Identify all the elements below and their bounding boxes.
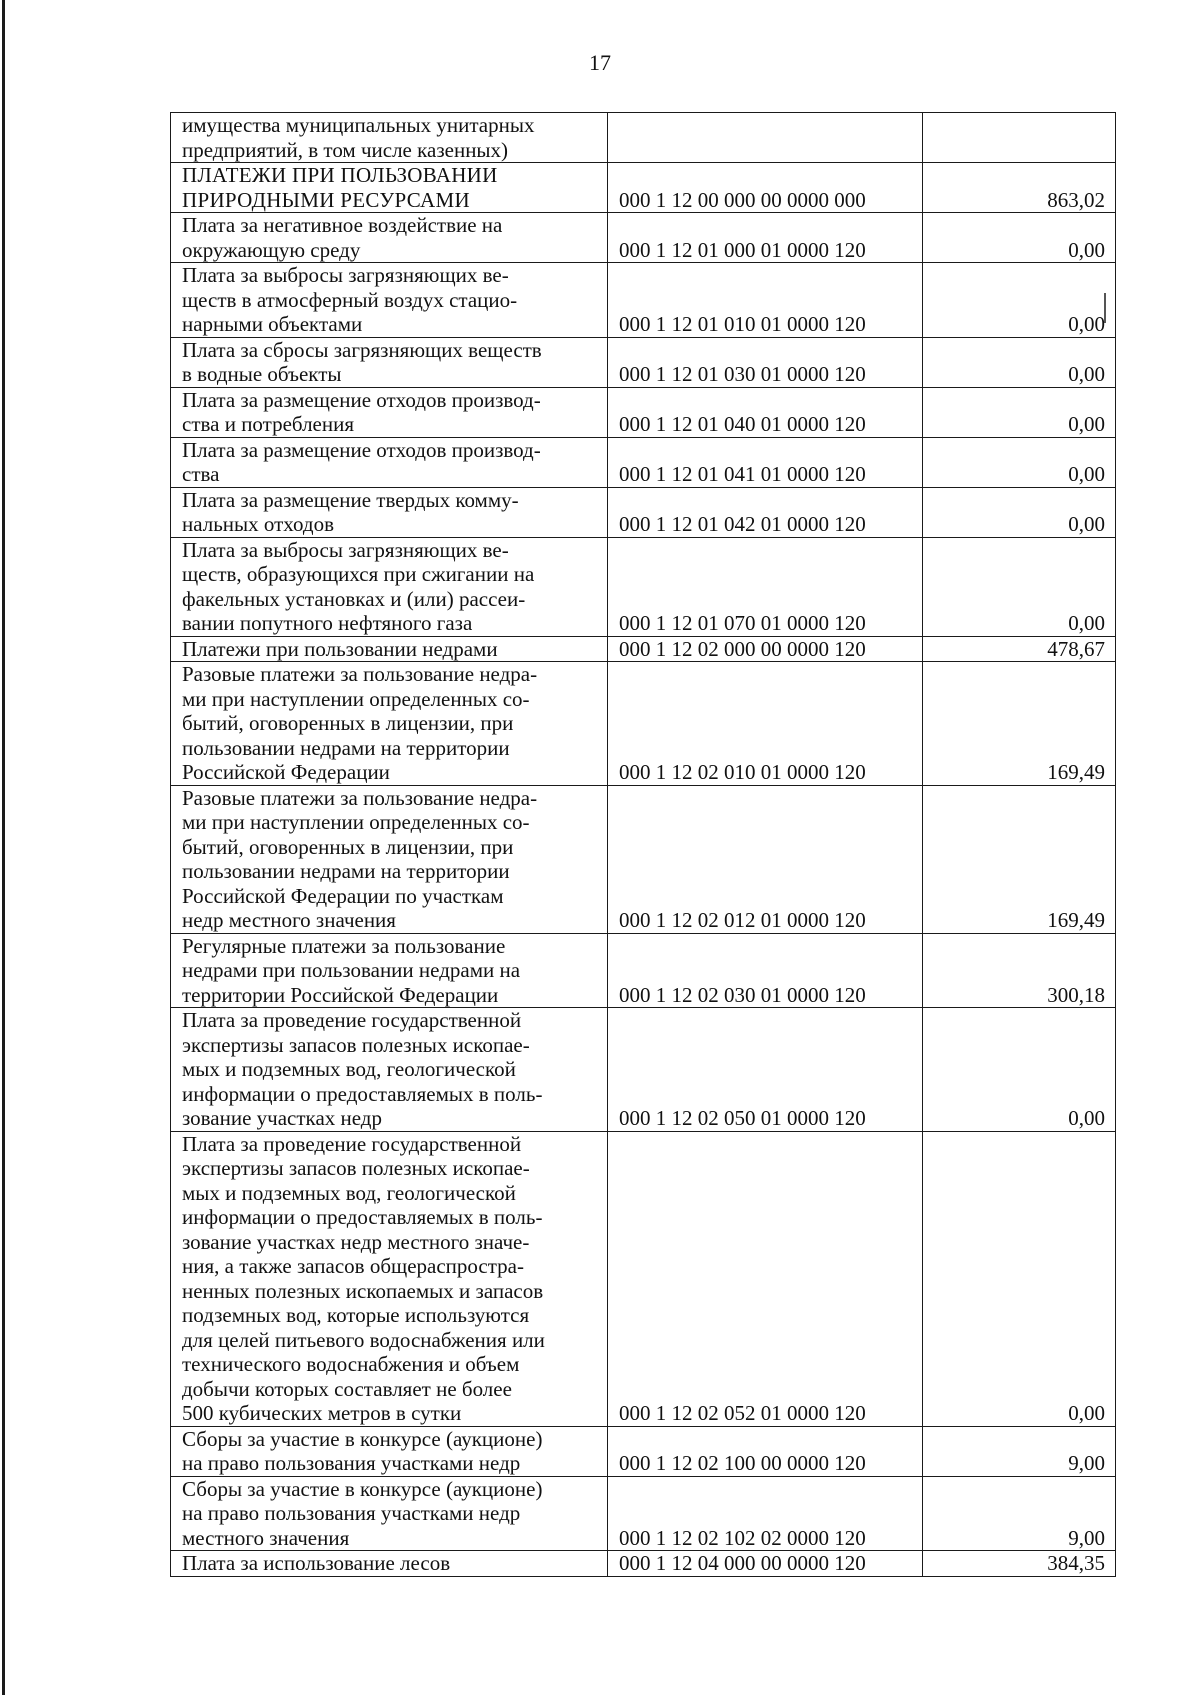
income-name-line: Разовые платежи за пользование недра- [182, 662, 538, 686]
amount-cell: 0,00 [923, 1131, 1116, 1426]
budget-code-cell: 000 1 12 04 000 00 0000 120 [608, 1551, 923, 1577]
page-number: 17 [589, 50, 611, 75]
income-name-line: в водные объекты [182, 362, 342, 386]
table-row [171, 113, 1116, 163]
amount-cell: 9,00 [923, 1426, 1116, 1476]
income-name-line: Регулярные платежи за пользование [182, 933, 506, 958]
income-name-line: добычи которых составляет не более [182, 1376, 512, 1401]
income-name-line: окружающую среду [182, 237, 361, 262]
income-name-line: Плата за негативное воздействие на [182, 213, 503, 237]
income-name-line: информации о предоставляемых в поль- [182, 1081, 543, 1106]
amount-cell: 0,00 [923, 263, 1116, 338]
income-name-cell [171, 1551, 608, 1577]
income-name-line: Плата за проведение государственной [182, 1131, 522, 1156]
table-row [171, 1426, 1116, 1476]
revenue-table [170, 112, 1116, 1577]
amount-cell: 169,49 [923, 785, 1116, 933]
income-name-line: пользовании недрами на территории [182, 735, 510, 760]
income-name-cell [171, 387, 608, 437]
table-row [171, 1476, 1116, 1551]
table-row [171, 537, 1116, 636]
income-name-line: ми при наступлении определенных со- [182, 810, 530, 834]
income-name-line: ми при наступлении определенных со- [182, 686, 530, 711]
amount-cell: 0,00 [923, 537, 1116, 636]
budget-code-cell: 000 1 12 02 010 01 0000 120 [608, 662, 923, 786]
amount-cell: 863,02 [923, 163, 1116, 213]
table-row [171, 1131, 1116, 1426]
income-name-line: нарными объектами [182, 312, 363, 336]
income-name-line: бытий, оговоренных в лицензии, при [182, 711, 514, 735]
income-name-line: подземных вод, которые используются [182, 1303, 530, 1327]
income-name-line: Плата за размещение твердых комму- [182, 487, 519, 512]
income-name-cell [171, 213, 608, 263]
amount-cell: 300,18 [923, 933, 1116, 1008]
income-name-line: Российской Федерации по участкам [182, 883, 504, 908]
budget-code-cell: 000 1 12 02 030 01 0000 120 [608, 933, 923, 1008]
amount-cell: 0,00 [923, 337, 1116, 387]
table-row [171, 163, 1116, 213]
income-name-line: зование участках недр [182, 1106, 382, 1130]
budget-code-cell [608, 113, 923, 163]
income-name-line: Сборы за участие в конкурсе (аукционе) [182, 1476, 543, 1501]
amount-cell: 9,00 [923, 1476, 1116, 1551]
income-name-line: Сборы за участие в конкурсе (аукционе) [182, 1426, 543, 1451]
budget-code-cell: 000 1 12 01 041 01 0000 120 [608, 437, 923, 487]
revenue-table-body [171, 113, 1116, 1577]
amount-cell: 0,00 [923, 437, 1116, 487]
income-name-line: ства [182, 462, 220, 486]
table-row [171, 487, 1116, 537]
table-row [171, 263, 1116, 338]
income-name-line: для целей питьевого водоснабжения или [182, 1327, 545, 1352]
income-name-cell [171, 1131, 608, 1426]
budget-code-cell: 000 1 12 02 102 02 0000 120 [608, 1476, 923, 1551]
budget-code-cell: 000 1 12 02 000 00 0000 120 [608, 636, 923, 662]
income-name-cell [171, 636, 608, 662]
income-name-line: ства и потребления [182, 412, 355, 436]
table-row [171, 337, 1116, 387]
amount-cell: 384,35 [923, 1551, 1116, 1577]
budget-code-cell: 000 1 12 01 040 01 0000 120 [608, 387, 923, 437]
budget-code-cell: 000 1 12 02 100 00 0000 120 [608, 1426, 923, 1476]
amount-cell: 0,00 [923, 387, 1116, 437]
budget-code-cell: 000 1 12 01 070 01 0000 120 [608, 537, 923, 636]
income-name-line: 500 кубических метров в сутки [182, 1401, 462, 1425]
income-name-line: недр местного значения [182, 908, 396, 932]
income-name-line: экспертизы запасов полезных ископае- [182, 1156, 530, 1180]
income-name-line: Плата за размещение отходов производ- [182, 387, 541, 412]
income-name-line: бытий, оговоренных в лицензии, при [182, 834, 514, 859]
income-name-line: мых и подземных вод, геологической [182, 1180, 516, 1205]
income-name-line: ществ, образующихся при сжигании на [182, 562, 535, 586]
income-name-line: ненных полезных ископаемых и запасов [182, 1278, 544, 1303]
income-name-line: Российской Федерации [182, 760, 390, 784]
income-name-line: имущества муниципальных унитарных [182, 113, 535, 137]
budget-code-cell: 000 1 12 01 000 01 0000 120 [608, 213, 923, 263]
table-row [171, 636, 1116, 662]
income-name-line: вании попутного нефтяного газа [182, 611, 473, 635]
income-name-line: территории Российской Федерации [182, 982, 499, 1007]
income-name-cell [171, 113, 608, 163]
amount-cell: 478,67 [923, 636, 1116, 662]
budget-code-cell: 000 1 12 01 030 01 0000 120 [608, 337, 923, 387]
table-row [171, 785, 1116, 933]
table-row [171, 1551, 1116, 1577]
amount-cell: 169,49 [923, 662, 1116, 786]
income-name-line: ществ в атмосферный воздух стацио- [182, 287, 518, 312]
income-name-line: пользовании недрами на территории [182, 859, 510, 883]
budget-code-cell: 000 1 12 02 050 01 0000 120 [608, 1008, 923, 1132]
income-name-line: Платежи при пользовании недрами [182, 636, 498, 661]
income-name-cell [171, 1426, 608, 1476]
table-row [171, 213, 1116, 263]
table-row [171, 933, 1116, 1008]
income-name-cell [171, 1476, 608, 1551]
income-name-cell [171, 337, 608, 387]
table-row [171, 437, 1116, 487]
income-name-cell [171, 785, 608, 933]
amount-cell: 0,00 [923, 213, 1116, 263]
income-name-line: факельных установках и (или) рассеи- [182, 586, 526, 611]
income-name-cell [171, 437, 608, 487]
amount-cell: 0,00 [923, 1008, 1116, 1132]
income-name-cell [171, 537, 608, 636]
income-name-line: на право пользования участками недр [182, 1451, 521, 1475]
budget-code-cell: 000 1 12 01 010 01 0000 120 [608, 263, 923, 338]
income-name-line: мых и подземных вод, геологической [182, 1057, 516, 1081]
income-name-cell [171, 933, 608, 1008]
budget-code-cell: 000 1 12 02 052 01 0000 120 [608, 1131, 923, 1426]
table-row [171, 387, 1116, 437]
budget-code-cell: 000 1 12 01 042 01 0000 120 [608, 487, 923, 537]
income-name-line: на право пользования участками недр [182, 1501, 521, 1525]
income-name-line: Разовые платежи за пользование недра- [182, 785, 538, 810]
income-name-line: технического водоснабжения и объем [182, 1352, 520, 1376]
income-name-line: Плата за проведение государственной [182, 1008, 522, 1032]
income-name-line: нальных отходов [182, 512, 334, 536]
income-name-line: Плата за сбросы загрязняющих веществ [182, 337, 542, 362]
income-name-line: ПЛАТЕЖИ ПРИ ПОЛЬЗОВАНИИ [182, 163, 498, 187]
income-name-cell [171, 662, 608, 786]
income-name-cell [171, 163, 608, 213]
budget-code-cell: 000 1 12 00 000 00 0000 000 [608, 163, 923, 213]
income-name-line: предприятий, в том числе казенных) [182, 137, 509, 162]
income-name-line: Плата за размещение отходов производ- [182, 437, 541, 462]
income-name-cell [171, 263, 608, 338]
budget-code-cell: 000 1 12 02 012 01 0000 120 [608, 785, 923, 933]
income-name-line: Плата за использование лесов [182, 1551, 451, 1575]
income-name-line: Плата за выбросы загрязняющих ве- [182, 537, 509, 562]
income-name-line: Плата за выбросы загрязняющих ве- [182, 263, 509, 287]
amount-cell: 0,00 [923, 487, 1116, 537]
amount-cell [923, 113, 1116, 163]
income-name-line: ния, а также запасов общераспростра- [182, 1254, 524, 1278]
income-name-line: недрами при пользовании недрами на [182, 958, 521, 982]
table-row [171, 1008, 1116, 1132]
income-name-cell [171, 487, 608, 537]
income-name-line: информации о предоставляемых в поль- [182, 1205, 543, 1229]
income-name-line: ПРИРОДНЫМИ РЕСУРСАМИ [182, 187, 470, 212]
income-name-line: зование участках недр местного значе- [182, 1229, 530, 1254]
table-row [171, 662, 1116, 786]
income-name-cell [171, 1008, 608, 1132]
scan-left-edge [2, 0, 5, 1695]
income-name-line: местного значения [182, 1525, 350, 1550]
income-name-line: экспертизы запасов полезных ископае- [182, 1032, 530, 1057]
